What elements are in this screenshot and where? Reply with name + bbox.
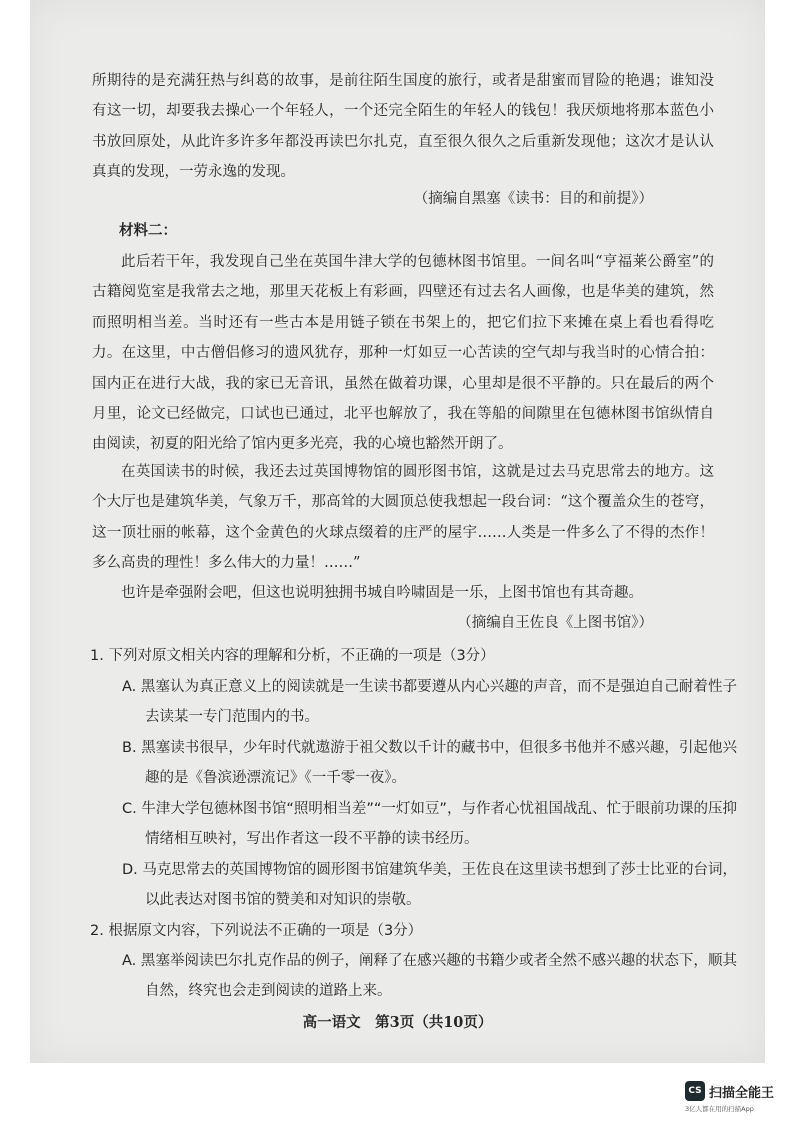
scanner-app-name: 扫描全能王 — [709, 1086, 775, 1101]
material2-source: （摘编自王佐良《上图书馆》） — [457, 615, 653, 631]
question-1-option-a: A. 黑塞认为真正意义上的阅读就是一生读书都要遵从内心兴趣的声音，而不是强迫自己耐着性子去读某一专门范围内的书。 — [122, 679, 737, 725]
material2-heading: 材料二： — [119, 222, 177, 239]
scanner-tagline: 3亿人都在用的扫描App — [685, 1105, 754, 1113]
material2-paragraph-1: 此后若干年，我发现自己坐在英国牛津大学的包德林图书馆里。一间名叫“亨福莱公爵室”的古籍阅览室是我常去之地，那里天花板上有彩画，四壁还有过去名人画像，也是华美的建筑，然而照明相当差。当时还有一些古本是用链子锁在书架上的，把它们拉下来摊在桌上看也看得吃力。在这里，中古僧侣修习的遗风犹存，那种一灯如豆一心苦读的空气却与我当时的心情合拍：国内正在进行大战，我的家已无音讯，虽然在做着功课，心里却是很不平静的。只在最后的两个月里，论文已经做完，口试也已通过，北平也解放了，我在等船的间隙里在包德林图书馆纵情自由阅读，初夏的阳光给了馆内更多光亮，我的心境也豁然开朗了。 — [92, 254, 714, 453]
question-1-option-c: C. 牛津大学包德林图书馆“照明相当差”“一灯如豆”，与作者心忧祖国战乱、忙于眼前功课的压抑情绪相互映衬，写出作者这一段不平静的读书经历。 — [122, 801, 737, 847]
question-2-option-a: A. 黑塞举阅读巴尔扎克作品的例子，阐释了在感兴趣的书籍少或者全然不感兴趣的状态下，顺其自然，终究也会走到阅读的道路上来。 — [122, 953, 737, 999]
page-footer: 高一语文 第3页（共10页） — [302, 1014, 493, 1031]
exam-page — [30, 0, 765, 1063]
question-1-option-d: D. 马克思常去的英国博物馆的圆形图书馆建筑华美，王佐良在这里读书想到了莎士比亚的台词，以此表达对图书馆的赞美和对知识的崇敬。 — [122, 862, 737, 908]
material1-tail-paragraph: 所期待的是充满狂热与纠葛的故事，是前往陌生国度的旅行，或者是甜蜜而冒险的艳遇；谁知没有这一切，却要我去操心一个年轻人，一个还完全陌生的年轻人的钱包！我厌烦地将那本蓝色小书放回原处，从此许多许多年都没再读巴尔扎克，直至很久很久之后重新发现他；这次才是认认真真的发现，一劳永逸的发现。 — [92, 73, 714, 181]
material2-paragraph-3: 也许是牵强附会吧，但这也说明独拥书城自吟啸固是一乐，上图书馆也有其奇趣。 — [121, 585, 643, 601]
scanner-logo-icon: CS — [685, 1081, 705, 1101]
question-1-stem: 1. 下列对原文相关内容的理解和分析，不正确的一项是（3分） — [90, 648, 495, 664]
material1-source: （摘编自黑塞《读书：目的和前提》） — [413, 191, 653, 207]
question-1-option-b: B. 黑塞读书很早，少年时代就遨游于祖父数以千计的藏书中，但很多书他并不感兴趣，引起他兴趣的是《鲁滨逊漂流记》《一千零一夜》。 — [122, 740, 737, 786]
material2-paragraph-2: 在英国读书的时候，我还去过英国博物馆的圆形图书馆，这就是过去马克思常去的地方。这个大厅也是建筑华美，气象万千，那高耸的大圆顶总使我想起一段台词：“这个覆盖众生的苍穹，这一顶壮丽的帐幕，这个金黄色的火球点缀着的庄严的屋宇……人类是一件多么了不得的杰作！多么高贵的理性！多么伟大的力量！……” — [92, 464, 714, 572]
question-2-stem: 2. 根据原文内容，下列说法不正确的一项是（3分） — [90, 923, 423, 939]
scanner-watermark — [685, 1081, 790, 1117]
